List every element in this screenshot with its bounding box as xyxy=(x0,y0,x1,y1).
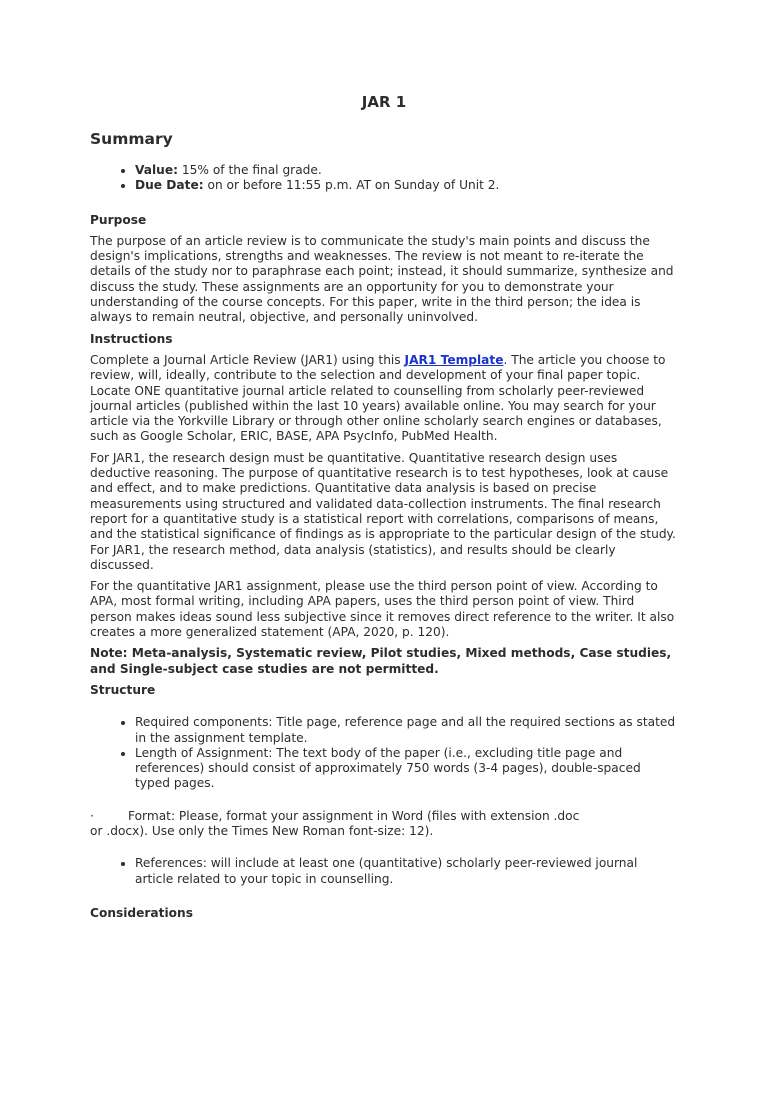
value-text: 15% of the final grade. xyxy=(177,163,322,177)
format-paragraph xyxy=(90,809,678,840)
format-line-2: or .docx). Use only the Times New Roman font-size: 12). xyxy=(90,823,434,838)
instructions-p1-before: Complete a Journal Article Review (JAR1) using this xyxy=(90,352,405,367)
list-item xyxy=(135,178,678,193)
references-list xyxy=(90,856,678,887)
format-bullet: · xyxy=(90,808,94,823)
purpose-heading: Purpose xyxy=(90,212,147,227)
instructions-heading: Instructions xyxy=(90,331,173,346)
instructions-paragraph-1 xyxy=(90,353,678,445)
structure-heading: Structure xyxy=(90,682,156,697)
instructions-paragraph-2: For JAR1, the research design must be quantitative. Quantitative research design uses deductive reasoning. The purpose of quantitative research is to test hypotheses, look at cause and effect, and to make predictions. Quantitative data analysis is based on precise measurements using structured and validated data-collection instruments. The final research report for a quantitative study is a statistical report with correlations, comparisons of means, and the statistical significance of findings as is appropriate to the particular design of the study. For JAR1, the research method, data analysis (statistics), and results should be clearly discussed. xyxy=(90,450,676,572)
summary-list xyxy=(90,163,678,194)
list-item: • References: will include at least one (quantitative) scholarly peer-reviewed journal article related to your topic in counselling. xyxy=(135,856,678,887)
instructions-p1-after: . The article you choose to review, will, ideally, contribute to the selection and development of your final paper topic. Locate ONE quantitative journal article related to counselling from scholarly peer-reviewed journal articles (published within the last 10 years) available online. You may search for your article via the Yorkville Library or through other online scholarly search engines or databases, such as Google Scholar, ERIC, BASE, APA PsycInfo, PubMed Health. xyxy=(90,352,666,444)
structure-list xyxy=(90,715,678,791)
value-label: Value: xyxy=(135,163,178,177)
document-page xyxy=(0,92,768,1116)
list-item: • Length of Assignment: The text body of the paper (i.e., excluding title page and references) should consist of approximately 750 words (3-4 pages), double-spaced typed pages. xyxy=(135,746,678,792)
due-date-text: on or before 11:55 p.m. AT on Sunday of Unit 2. xyxy=(203,178,500,193)
document-title: JAR 1 xyxy=(361,93,407,111)
list-item xyxy=(135,163,678,178)
summary-heading: Summary xyxy=(90,130,173,148)
considerations-heading: Considerations xyxy=(90,905,193,920)
instructions-paragraph-3: For the quantitative JAR1 assignment, please use the third person point of view. According to APA, most formal writing, including APA papers, uses the third person point of view. Third person makes ideas sound less subjective since it removes direct reference to the writer. It also creates a more generalized statement (APA, 2020, p. 120). xyxy=(90,579,675,640)
list-item: • Required components: Title page, reference page and all the required sections as stated in the assignment template. xyxy=(135,715,678,746)
purpose-paragraph: The purpose of an article review is to communicate the study's main points and discuss the design's implications, strengths and weaknesses. The review is not meant to re-iterate the details of the study nor to paraphrase each point; instead, it should summarize, synthesize and discuss the study. These assignments are an opportunity for you to demonstrate your understanding of the course concepts. For this paper, write in the third person; the idea is always to remain neutral, objective, and personally uninvolved. xyxy=(90,233,674,325)
note-paragraph: Note: Meta-analysis, Systematic review, Pilot studies, Mixed methods, Case studies, and Single-subject case studies are not permitted. xyxy=(90,646,672,676)
format-line-1: Format: Please, format your assignment in Word (files with extension .doc xyxy=(128,808,580,823)
jar1-template-link[interactable]: JAR1 Template xyxy=(404,352,504,367)
due-date-label: Due Date: xyxy=(135,178,204,193)
